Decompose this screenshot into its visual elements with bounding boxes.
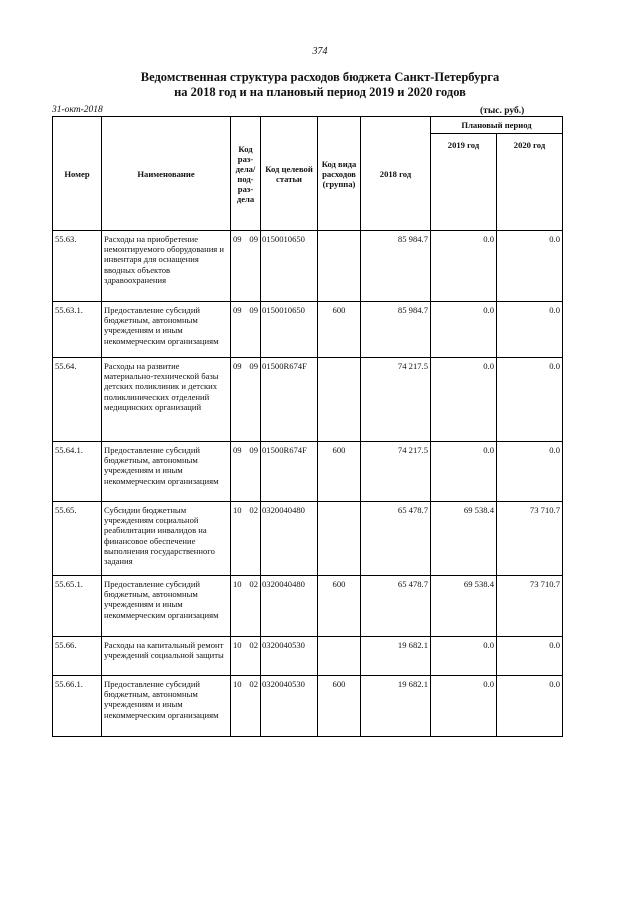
cell-2018: 19 682.1 <box>361 637 431 676</box>
cell-2018: 74 217.5 <box>361 358 431 442</box>
cell-target-code: 01500R674F <box>261 442 318 502</box>
cell-2020: 0.0 <box>497 442 563 502</box>
cell-2018: 74 217.5 <box>361 442 431 502</box>
table-row <box>53 358 563 442</box>
cell-section: 09 <box>231 358 246 442</box>
cell-subsection: 02 <box>246 502 261 576</box>
cell-section: 09 <box>231 442 246 502</box>
cell-number: 55.63. <box>53 231 102 302</box>
cell-expense-kind: 600 <box>318 442 361 502</box>
document-title <box>0 70 640 100</box>
cell-target-code: 01500R674F <box>261 358 318 442</box>
title-line-1: Ведомственная структура расходов бюджета Санкт-Петербурга <box>140 70 500 84</box>
cell-subsection: 09 <box>246 358 261 442</box>
cell-number: 55.66.1. <box>53 676 102 737</box>
title-line-2: на 2018 год и на плановый период 2019 и 2020 годов <box>174 85 466 99</box>
cell-section: 10 <box>231 637 246 676</box>
cell-target-code: 0150010650 <box>261 302 318 358</box>
cell-name: Расходы на развитие материально-технической базы детских поликлиник и детских поликлинических отделений медицинских организаций <box>102 358 231 442</box>
table-row <box>53 302 563 358</box>
header-year-2019: 2019 год <box>431 134 497 231</box>
page-number: 374 <box>312 46 328 57</box>
cell-expense-kind: 600 <box>318 302 361 358</box>
cell-subsection: 09 <box>246 231 261 302</box>
cell-2018: 65 478.7 <box>361 576 431 637</box>
cell-name: Расходы на приобретение немонтируемого оборудования и инвентаря для оснащения вводных объектов здравоохранения <box>102 231 231 302</box>
table-row <box>53 231 563 302</box>
cell-number: 55.64.1. <box>53 442 102 502</box>
cell-expense-kind <box>318 637 361 676</box>
table-row <box>53 637 563 676</box>
units-label: (тыс. руб.) <box>480 106 525 116</box>
header-planned-period: Плановый период <box>431 117 563 134</box>
cell-2019: 0.0 <box>431 676 497 737</box>
cell-subsection: 02 <box>246 676 261 737</box>
table-body <box>53 231 563 737</box>
cell-expense-kind <box>318 358 361 442</box>
cell-2019: 69 538.4 <box>431 502 497 576</box>
cell-2018: 65 478.7 <box>361 502 431 576</box>
cell-expense-kind <box>318 231 361 302</box>
cell-subsection: 02 <box>246 576 261 637</box>
table-row <box>53 576 563 637</box>
cell-section: 10 <box>231 676 246 737</box>
report-date: 31-окт-2018 <box>52 105 103 115</box>
cell-2019: 0.0 <box>431 637 497 676</box>
cell-section: 10 <box>231 576 246 637</box>
cell-number: 55.66. <box>53 637 102 676</box>
cell-expense-kind <box>318 502 361 576</box>
table-row <box>53 502 563 576</box>
cell-subsection: 09 <box>246 442 261 502</box>
header-number: Номер <box>53 117 102 231</box>
header-expense-kind: Код вида расходов (группа) <box>318 117 361 231</box>
cell-name: Предоставление субсидий бюджетным, автономным учреждениям и иным некоммерческим организациям <box>102 302 231 358</box>
cell-number: 55.64. <box>53 358 102 442</box>
header-section-code: Код раз-дела/ под-раз-дела <box>231 117 261 231</box>
budget-table <box>52 116 563 737</box>
cell-name: Расходы на капитальный ремонт учреждений социальной защиты <box>102 637 231 676</box>
cell-2018: 85 984.7 <box>361 302 431 358</box>
cell-2019: 0.0 <box>431 358 497 442</box>
cell-name: Предоставление субсидий бюджетным, автономным учреждениям и иным некоммерческим организациям <box>102 576 231 637</box>
header-year-2018: 2018 год <box>361 117 431 231</box>
cell-name: Предоставление субсидий бюджетным, автономным учреждениям и иным некоммерческим организациям <box>102 442 231 502</box>
cell-number: 55.65. <box>53 502 102 576</box>
cell-section: 09 <box>231 302 246 358</box>
cell-2018: 19 682.1 <box>361 676 431 737</box>
cell-name: Субсидии бюджетным учреждениям социальной реабилитации инвалидов на финансовое обеспечение выполнения государственного задания <box>102 502 231 576</box>
cell-expense-kind: 600 <box>318 576 361 637</box>
cell-target-code: 0320040530 <box>261 637 318 676</box>
cell-2019: 0.0 <box>431 302 497 358</box>
cell-section: 09 <box>231 231 246 302</box>
cell-name: Предоставление субсидий бюджетным, автономным учреждениям и иным некоммерческим организациям <box>102 676 231 737</box>
cell-2020: 0.0 <box>497 358 563 442</box>
table-row <box>53 676 563 737</box>
cell-number: 55.65.1. <box>53 576 102 637</box>
cell-section: 10 <box>231 502 246 576</box>
cell-number: 55.63.1. <box>53 302 102 358</box>
cell-target-code: 0150010650 <box>261 231 318 302</box>
cell-2018: 85 984.7 <box>361 231 431 302</box>
cell-target-code: 0320040480 <box>261 576 318 637</box>
cell-subsection: 09 <box>246 302 261 358</box>
cell-subsection: 02 <box>246 637 261 676</box>
header-target-code: Код целевой статьи <box>261 117 318 231</box>
cell-2020: 0.0 <box>497 231 563 302</box>
cell-target-code: 0320040480 <box>261 502 318 576</box>
table-row <box>53 442 563 502</box>
cell-2020: 0.0 <box>497 637 563 676</box>
cell-2020: 73 710.7 <box>497 576 563 637</box>
header-year-2020: 2020 год <box>497 134 563 231</box>
cell-2019: 69 538.4 <box>431 576 497 637</box>
header-name: Наименование <box>102 117 231 231</box>
cell-2020: 0.0 <box>497 676 563 737</box>
cell-2020: 0.0 <box>497 302 563 358</box>
cell-2019: 0.0 <box>431 231 497 302</box>
cell-expense-kind: 600 <box>318 676 361 737</box>
cell-target-code: 0320040530 <box>261 676 318 737</box>
cell-2019: 0.0 <box>431 442 497 502</box>
cell-2020: 73 710.7 <box>497 502 563 576</box>
